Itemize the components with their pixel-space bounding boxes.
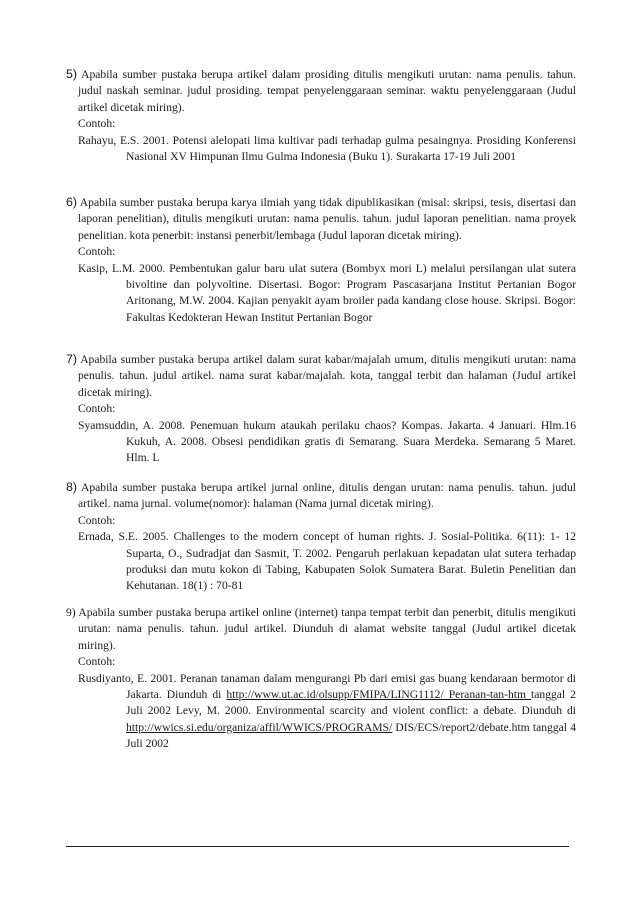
item-9-contoh-label: Contoh: [78, 655, 116, 669]
item-5-reference: Rahayu, E.S. 2001. Potensi alelopati lima kultivar padi terhadap gulma pesaingnya. Prosiding Konferensi Nasional XV Himpunan Ilmu Gulma Indonesia (Buku 1). Surakarta 17-19 Juli 2001 [78, 133, 576, 164]
item-9 [66, 605, 576, 753]
item-5-description: Apabila sumber pustaka berupa artikel dalam prosiding ditulis mengikuti urutan: nama penulis. tahun. judul naskah seminar. judul prosiding. tempat penyelenggaraan seminar. waktu penyelenggaraan (Judul artikel dicetak miring). [78, 68, 576, 114]
item-7 [66, 351, 576, 467]
item-6-description: Apabila sumber pustaka berupa karya ilmiah yang tidak dipublikasikan (misal: skripsi, tesis, disertasi dan laporan penelitian), ditulis mengikuti urutan: nama penulis. tahun. judul laporan penelitian. nama proyek penelitian. kota penerbit: instansi penerbit/lembaga (Judul laporan dicetak miring). [78, 196, 576, 242]
item-7-number: 7) [66, 352, 78, 366]
item-6-contoh-label: Contoh: [78, 245, 116, 259]
footer-rule [66, 846, 569, 847]
item-9-ref-part3: DIS/ECS/report2/debate.htm tanggal 4 Juli 2002 [126, 720, 576, 751]
item-9-ref-part2: tanggal 2 Juli 2002 Levy, M. 2000. Environmental scarcity and violent conflict: a debate. Diunduh di [126, 688, 576, 718]
item-9-number: 9) [66, 606, 76, 619]
item-6-text [66, 194, 576, 244]
item-8-contoh-label: Contoh: [78, 513, 116, 527]
item-6-reference: Kasip, L.M. 2000. Pembentukan galur baru ulat sutera (Bombyx mori L) melalui persilangan ulat sutera bivoltine dan polyvoltine. Disertasi. Bogor: Program Pascasarjana Institut Pertanian Bogor Aritonang, M.W. 2004. Kajian penyakit ayam broiler pada kandang close house. Skripsi. Bogor: Fakultas Kedokteran Hewan Institut Pertanian Bogor [78, 261, 576, 324]
item-5-number: 5) [66, 67, 78, 81]
item-7-text [66, 351, 576, 401]
item-6 [66, 194, 576, 326]
item-5 [66, 66, 576, 165]
ut-ac-id-link[interactable]: http://www.ut.ac.id/olsupp/FMIPA/LING1112/ Peranan-tan-htm [226, 688, 532, 702]
item-9-reference [66, 671, 576, 753]
item-7-description: Apabila sumber pustaka berupa artikel dalam surat kabar/majalah umum, ditulis mengikuti urutan: nama penulis. tahun. judul artikel. nama surat kabar/majalah. kota, tanggal terbit dan halaman (Judul artikel dicetak miring). [78, 353, 576, 399]
item-8-number: 8) [66, 480, 78, 494]
item-7-contoh-label: Contoh: [78, 402, 116, 416]
item-8-text [66, 479, 576, 513]
wwics-link[interactable]: http://wwics.si.edu/organiza/affil/WWICS/PROGRAMS/ [126, 720, 393, 734]
item-8 [66, 479, 576, 595]
item-6-number: 6) [66, 195, 78, 209]
item-9-ref-part1: Rusdiyanto, E. 2001. Peranan tanaman dalam mengurangi Pb dari emisi gas buang kendaraan bermotor di Jakarta. Diunduh di [78, 671, 576, 702]
item-9-text [66, 605, 576, 654]
item-5-text [66, 66, 576, 116]
item-5-contoh-label: Contoh: [78, 117, 116, 131]
item-9-description: Apabila sumber pustaka berupa artikel online (internet) tanpa tempat terbit dan penerbit, ditulis mengikuti urutan: nama penulis. tahun. judul artikel. Diunduh di alamat website tanggal (Judul artikel dicetak miring). [78, 606, 576, 652]
item-8-reference: Ernada, S.E. 2005. Challenges to the modern concept of human rights. J. Sosial-Politika. 6(11): 1- 12 Suparta, O., Sudradjat dan Sasmit, T. 2002. Pengaruh perlakuan kepadatan ulat sutera terhadap produksi dan mutu kokon di Tabing, Kabupaten Solok Sumatera Barat. Buletin Penelitian dan Kehutanan. 18(1) : 70-81 [78, 530, 576, 593]
item-7-reference: Syamsuddin, A. 2008. Penemuan hukum ataukah perilaku chaos? Kompas. Jakarta. 4 Januari. Hlm.16 Kukuh, A. 2008. Obsesi pendidikan gratis di Semarang. Suara Merdeka. Semarang 5 Maret. Hlm. L [78, 418, 576, 465]
item-8-description: Apabila sumber pustaka berupa artikel jurnal online, ditulis dengan urutan: nama penulis. tahun. judul artikel. nama jurnal. volume(nomor): halaman (Nama jurnal dicetak miring). [78, 481, 576, 511]
